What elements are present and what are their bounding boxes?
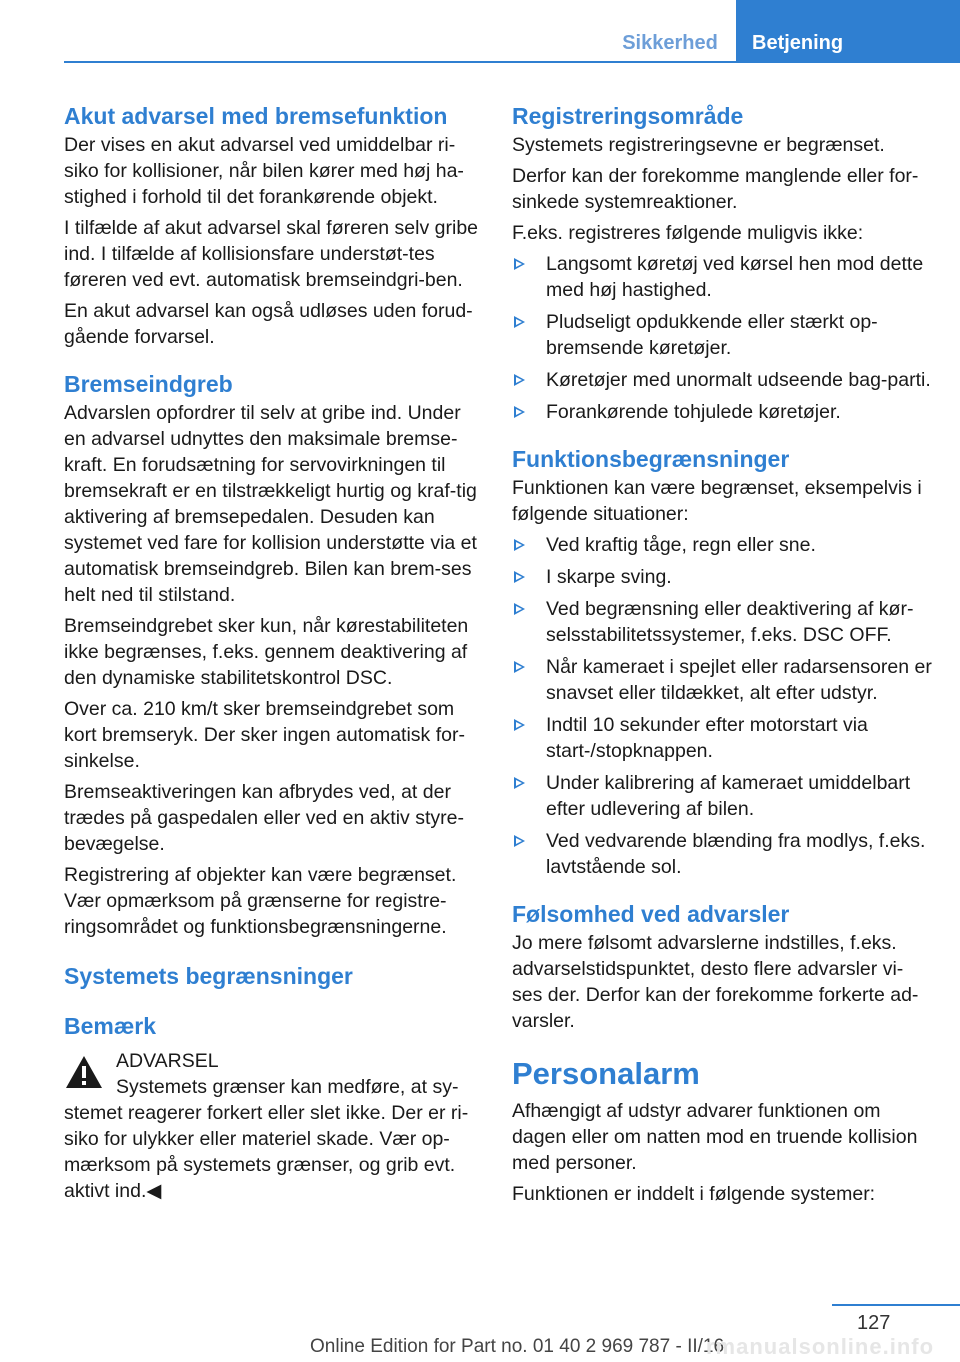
warning-text-first-line: Systemets grænser kan medføre, at sy- — [116, 1076, 459, 1098]
triangle-bullet-icon — [514, 539, 525, 551]
paragraph: Derfor kan der forekomme manglende eller for-sinkede systemreaktioner. — [512, 165, 919, 213]
paragraph: I tilfælde af akut advarsel skal føreren selv gribe ind. I tilfælde af kollisionsfare understøt-tes føreren ved evt. automatisk bremseindgri-ben. — [64, 217, 479, 291]
triangle-bullet-icon — [514, 258, 525, 270]
triangle-bullet-icon — [514, 374, 525, 386]
list-item: Ved kraftig tåge, regn eller sne. — [512, 532, 932, 558]
paragraph: Systemets registreringsevne er begrænset. — [512, 134, 885, 156]
heading-personal-alarm: Personalarm — [512, 1056, 700, 1091]
paragraph: Funktionen kan være begrænset, eksempelvis i følgende situationer: — [512, 477, 922, 525]
list-item: Indtil 10 sekunder efter motorstart via start-/stopknappen. — [512, 712, 932, 764]
warning-triangle-icon — [64, 1054, 104, 1090]
warning-text: stemet reagerer forkert eller slet ikke. Der er ri-siko for ulykker eller materiel skade. Vær op-mærksom på systemets grænser, og grib evt. aktivt ind.◀ — [64, 1102, 469, 1202]
paragraph: F.eks. registreres følgende muligvis ikke: — [512, 222, 864, 244]
paragraph: Bremseindgrebet sker kun, når kørestabiliteten ikke begrænses, f.eks. gennem deaktivering af den dynamiske stabilitetskontrol DSC. — [64, 615, 469, 689]
triangle-bullet-icon — [514, 603, 525, 615]
left-column — [64, 100, 480, 1204]
list-item: Langsomt køretøj ved kørsel hen mod dette med høj hastighed. — [512, 251, 932, 303]
triangle-bullet-icon — [514, 406, 525, 418]
page-header — [0, 0, 960, 62]
heading-system-limits: Systemets begrænsninger — [64, 963, 353, 989]
triangle-bullet-icon — [514, 719, 525, 731]
triangle-bullet-icon — [514, 571, 525, 583]
detection-list — [512, 251, 932, 425]
heading-note: Bemærk — [64, 1013, 157, 1039]
heading-detection-range: Registreringsområde — [512, 103, 744, 129]
list-item: Ved vedvarende blænding fra modlys, f.eks. lavtstående sol. — [512, 828, 932, 880]
paragraph: Funktionen er inddelt i følgende systemer: — [512, 1183, 876, 1205]
paragraph: Der vises en akut advarsel ved umiddelbar ri-siko for kollisioner, når bilen kører med høj ha-stighed i forhold til det forankørende objekt. — [64, 134, 464, 208]
list-item: Forankørende tohjulede køretøjer. — [512, 399, 932, 425]
warning-box — [64, 1048, 480, 1204]
heading-function-limits: Funktionsbegrænsninger — [512, 446, 790, 472]
triangle-bullet-icon — [514, 316, 525, 328]
list-item: Pludseligt opdukkende eller stærkt op-bremsende køretøjer. — [512, 309, 932, 361]
heading-warning-sensitivity: Følsomhed ved advarsler — [512, 901, 790, 927]
page-number: 127 — [857, 1312, 891, 1334]
paragraph: Bremseaktiveringen kan afbrydes ved, at der trædes på gaspedalen eller ved en aktiv styre-bevægelse. — [64, 781, 464, 855]
paragraph: Registrering af objekter kan være begrænset. Vær opmærksom på grænserne for registre-ringsområdet og funktionsbegrænsningerne. — [64, 864, 457, 938]
warning-title: ADVARSEL — [116, 1050, 219, 1072]
right-column — [512, 100, 932, 1212]
triangle-bullet-icon — [514, 835, 525, 847]
header-divider — [64, 61, 960, 63]
list-item: Ved begrænsning eller deaktivering af kør-selsstabilitetssystemer, f.eks. DSC OFF. — [512, 596, 932, 648]
paragraph: Jo mere følsomt advarslerne indstilles, f.eks. advarselstidspunktet, desto flere advarsler vi-ses der. Derfor kan der forekomme forkerte ad-varsler. — [512, 932, 919, 1032]
function-limits-list — [512, 532, 932, 880]
triangle-bullet-icon — [514, 777, 525, 789]
list-item: I skarpe sving. — [512, 564, 932, 590]
watermark-text: rmanualsonline.info — [706, 1334, 935, 1359]
tab-betjening[interactable]: Betjening — [736, 0, 960, 62]
paragraph: Advarslen opfordrer til selv at gribe ind. Under en advarsel udnyttes den maksimale bremse-kraft. En forudsætning for servovirkningen til bremsekraft er en tilstrækkeligt hurtig og kraf-tig aktivering af bremsepedalen. Desuden kan systemet ved fare for kollision understøtte via et automatisk bremseindgreb. Bilen kan brem-ses helt ned til stilstand. — [64, 402, 477, 606]
list-item: Når kameraet i spejlet eller radarsensoren er snavset eller tildækket, alt efter udstyr. — [512, 654, 932, 706]
footer-divider — [832, 1304, 960, 1306]
list-item: Køretøjer med unormalt udseende bag-parti. — [512, 367, 932, 393]
tab-sikkerhed[interactable]: Sikkerhed — [605, 0, 735, 62]
edition-text: Online Edition for Part no. 01 40 2 969 787 - II/16 — [310, 1336, 725, 1357]
heading-brake-intervention: Bremseindgreb — [64, 371, 233, 397]
triangle-bullet-icon — [514, 661, 525, 673]
paragraph: Afhængigt af udstyr advarer funktionen om dagen eller om natten mod en truende kollision med personer. — [512, 1100, 918, 1174]
paragraph: Over ca. 210 km/t sker bremseindgrebet som kort bremseryk. Der sker ingen automatisk for-sinkelse. — [64, 698, 465, 772]
paragraph: En akut advarsel kan også udløses uden forud-gående forvarsel. — [64, 300, 473, 348]
heading-emergency-warning: Akut advarsel med bremsefunktion — [64, 103, 448, 129]
list-item: Under kalibrering af kameraet umiddelbart efter udlevering af bilen. — [512, 770, 932, 822]
